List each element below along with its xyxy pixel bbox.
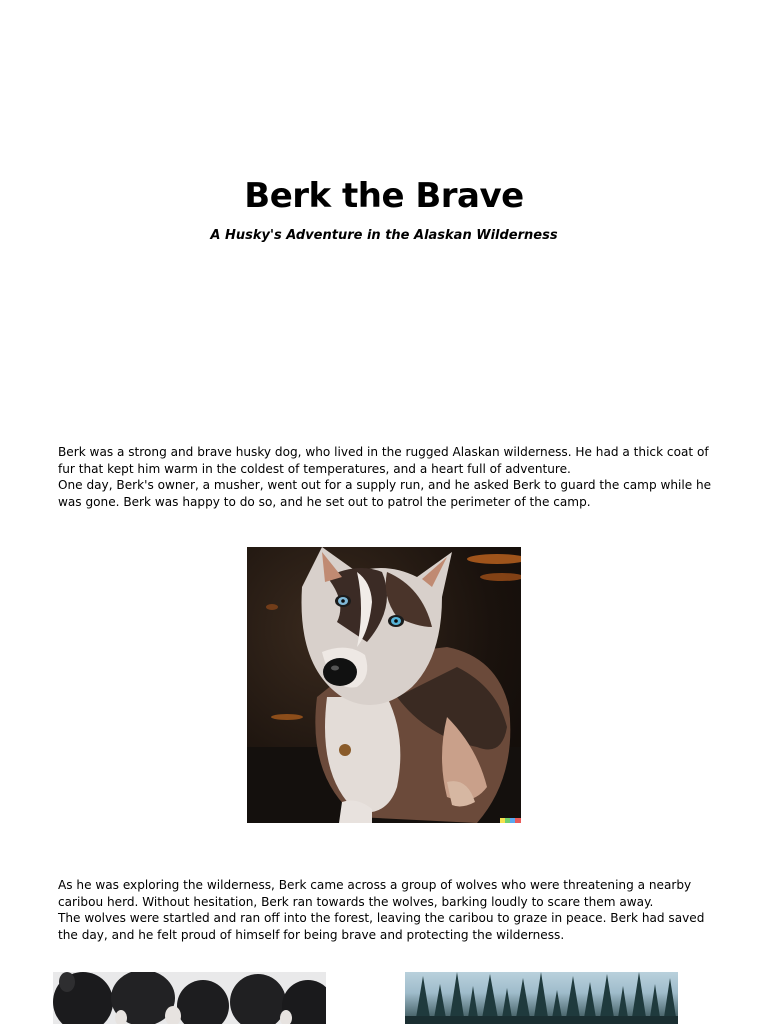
wolves-image: [53, 972, 326, 1024]
page-title: Berk the Brave: [244, 176, 524, 216]
page-subtitle: A Husky's Adventure in the Alaskan Wilderness: [210, 228, 558, 243]
paragraph: One day, Berk's owner, a musher, went out for a supply run, and he asked Berk to guard the camp while he was gone. Berk was happy to do so, and he set out to patrol the perimeter of the camp.: [58, 478, 712, 509]
story-section-1: [58, 444, 718, 510]
paragraph: Berk was a strong and brave husky dog, who lived in the rugged Alaskan wilderness. He had a thick coat of fur that kept him warm in the coldest of temperatures, and a heart full of adventure.: [58, 445, 709, 476]
story-section-2: [58, 877, 718, 943]
paragraph: The wolves were startled and ran off into the forest, leaving the caribou to graze in peace. Berk had saved the day, and he felt proud of himself for being brave and protecting the wilderness.: [58, 911, 705, 942]
forest-illustration: [405, 972, 678, 1024]
husky-image: [247, 547, 521, 823]
husky-illustration: [247, 547, 521, 823]
forest-image: [405, 972, 678, 1024]
wolves-illustration: [53, 972, 326, 1024]
paragraph: As he was exploring the wilderness, Berk came across a group of wolves who were threatening a nearby caribou herd. Without hesitation, Berk ran towards the wolves, barking loudly to scare them away.: [58, 878, 692, 909]
